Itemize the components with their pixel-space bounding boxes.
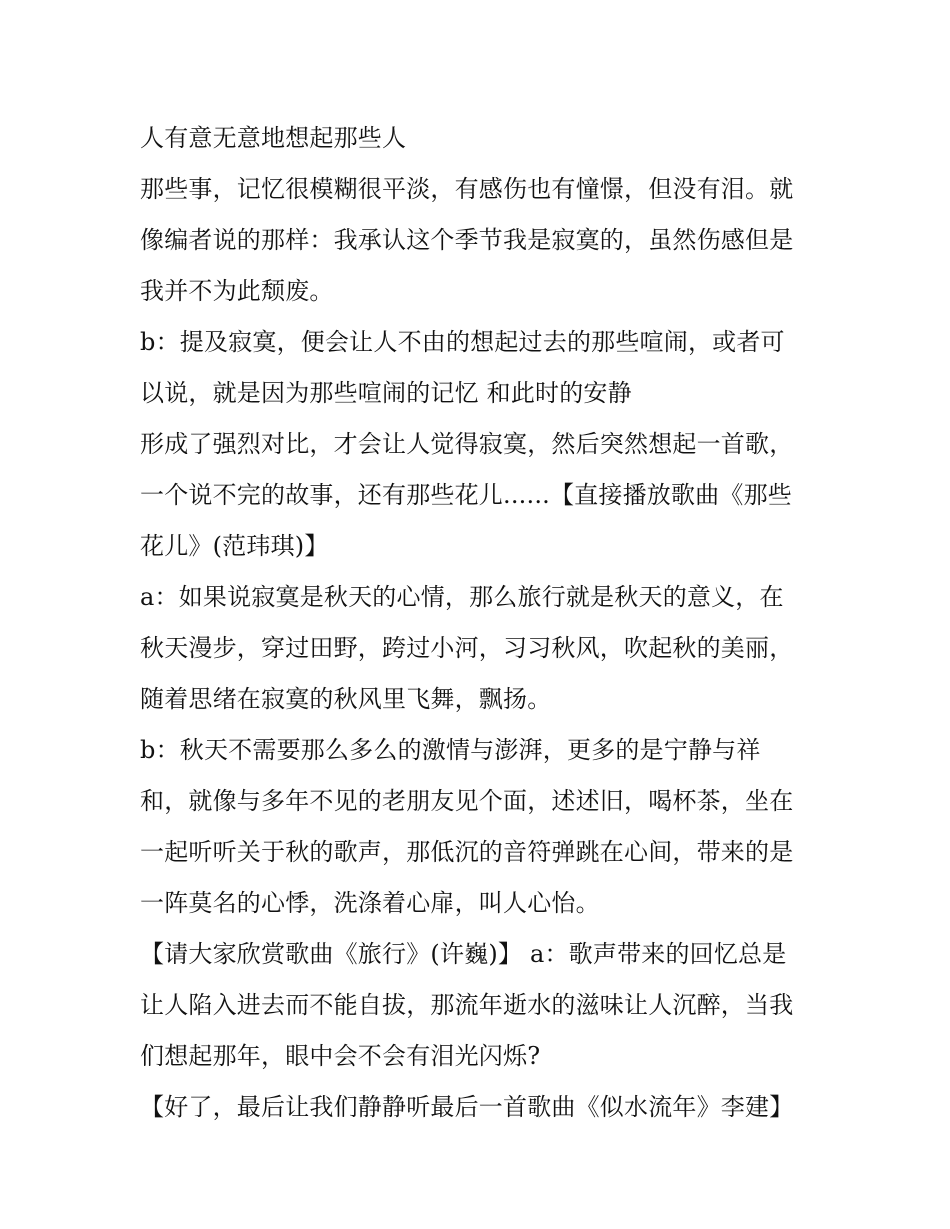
text-line: a：如果说寂寞是秋天的心情，那么旅行就是秋天的意义，在	[140, 583, 784, 611]
text-line: 像编者说的那样：我承认这个季节我是寂寞的，虽然伤感但是	[140, 226, 794, 254]
text-line: 随着思绪在寂寞的秋风里飞舞，飘扬。	[140, 685, 552, 713]
text-line: 一起听听关于秋的歌声，那低沉的音符弹跳在心间，带来的是	[140, 838, 794, 866]
text-line: 一个说不完的故事，还有那些花儿......【直接播放歌曲《那些	[140, 481, 792, 509]
text-line: 我并不为此颓废。	[140, 277, 334, 305]
text-line: 花儿》(范玮琪)】	[140, 532, 329, 560]
text-line: b：秋天不需要那么多么的激情与澎湃，更多的是宁静与祥	[140, 736, 761, 764]
text-line: b：提及寂寞，便会让人不由的想起过去的那些喧闹，或者可	[140, 328, 785, 356]
document-body	[140, 113, 820, 1133]
text-line: 那些事，记忆很模糊很平淡，有感伤也有憧憬，但没有泪。就	[140, 175, 794, 203]
text-line: 秋天漫步，穿过田野，跨过小河，习习秋风，吹起秋的美丽，	[140, 634, 794, 662]
text-line: 让人陷入进去而不能自拔，那流年逝水的滋味让人沉醉，当我	[140, 991, 794, 1019]
text-line: 人有意无意地想起那些人	[140, 124, 407, 152]
text-line: 以说，就是因为那些喧闹的记忆 和此时的安静	[140, 379, 632, 407]
text-line: 形成了强烈对比，才会让人觉得寂寞，然后突然想起一首歌，	[140, 430, 794, 458]
text-line: 【好了，最后让我们静静听最后一首歌曲《似水流年》李建】	[140, 1093, 794, 1121]
text-line: 一阵莫名的心悸，洗涤着心扉，叫人心怡。	[140, 889, 600, 917]
text-line: 【请大家欣赏歌曲《旅行》(许巍)】 a：歌声带来的回忆总是	[140, 940, 787, 968]
text-line: 和，就像与多年不见的老朋友见个面，述述旧，喝杯茶，坐在	[140, 787, 794, 815]
text-line: 们想起那年，眼中会不会有泪光闪烁?	[140, 1042, 541, 1070]
